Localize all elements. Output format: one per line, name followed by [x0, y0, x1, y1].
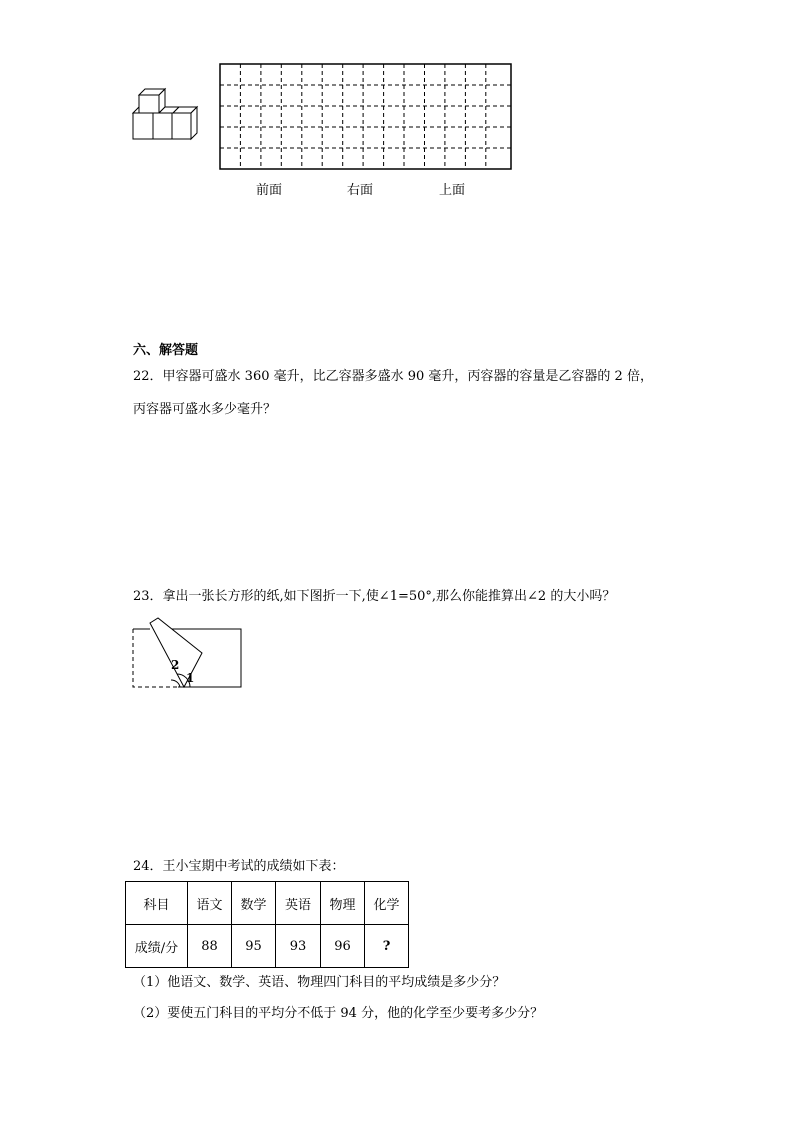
table-header-row	[126, 882, 409, 925]
grid-label-top: 上面	[439, 183, 466, 198]
q24-intro: 24．王小宝期中考试的成绩如下表：	[133, 859, 345, 874]
q24-sub-question-2: （2）要使五门科目的平均分不低于 94 分，他的化学至少要考多少分？	[133, 1006, 544, 1021]
view-grid	[219, 63, 513, 171]
table-header-cell: 科目	[126, 882, 188, 925]
table-cell: 成绩/分	[126, 925, 188, 968]
table-header-cell: 化学	[365, 882, 409, 925]
q23-question: 23．拿出一张长方形的纸,如下图折一下,使∠1=50°,那么你能推算出∠2 的大小吗？	[133, 589, 616, 604]
table-cell: 95	[232, 925, 276, 968]
table-header-cell: 物理	[321, 882, 365, 925]
table-cell: 93	[276, 925, 321, 968]
table-header-cell: 英语	[276, 882, 321, 925]
angle-2-label: 2	[171, 658, 180, 672]
q24-sub-question-1: （1）他语文、数学、英语、物理四门科目的平均成绩是多少分？	[133, 975, 506, 990]
table-cell: 88	[188, 925, 232, 968]
table-header-cell: 语文	[188, 882, 232, 925]
angle-1-label: 1	[186, 671, 195, 685]
cube-figure	[130, 86, 202, 142]
grid-label-front: 前面	[256, 183, 283, 198]
grid-label-right: 右面	[347, 183, 374, 198]
table-header-cell: 数学	[232, 882, 276, 925]
table-row	[126, 925, 409, 968]
score-table	[125, 881, 409, 968]
section-title: 六、解答题	[133, 343, 199, 358]
q22-line-2: 丙容器可盛水多少毫升？	[133, 402, 277, 417]
table-cell: 96	[321, 925, 365, 968]
q22-line-1: 22．甲容器可盛水 360 毫升，比乙容器多盛水 90 毫升，丙容器的容量是乙容器的 2 倍，	[133, 369, 653, 384]
table-cell: ?	[365, 925, 409, 968]
